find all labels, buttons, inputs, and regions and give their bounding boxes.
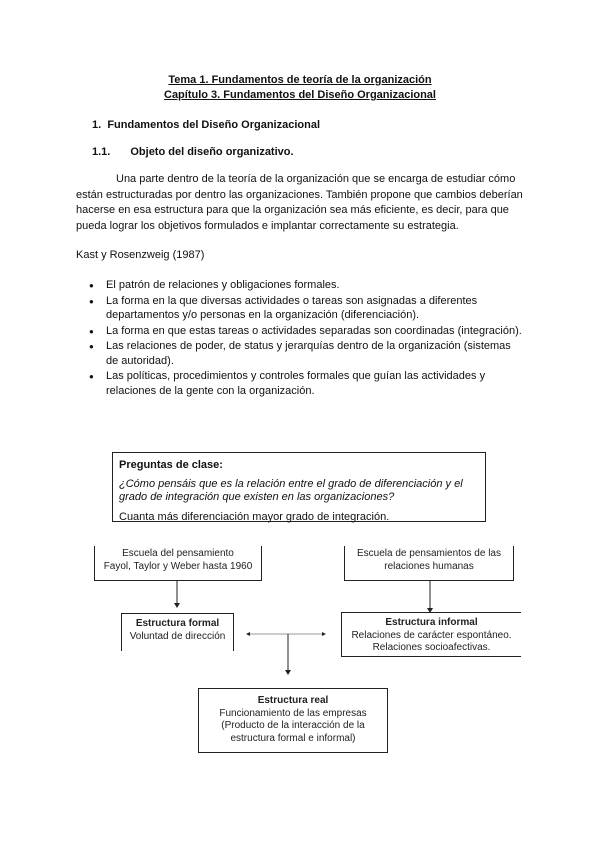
- arrow-head: [285, 670, 291, 675]
- box-subtitle: Funcionamiento de las empresas: [219, 707, 367, 719]
- list-item: ● Las relaciones de poder, de status y jerarquías dentro de la organización (sistemas de autoridad).: [76, 339, 526, 368]
- formal-structure-box: [121, 613, 234, 651]
- box-line: (Producto de la interacción de la: [221, 720, 365, 731]
- question: ¿Cómo pensáis que es la relación entre el grado de diferenciación y el grado de integración que existen en las organizaciones?: [119, 477, 463, 503]
- arrow-head: [174, 603, 180, 608]
- box-title: Estructura real: [257, 695, 329, 706]
- box-title: Estructura informal: [385, 617, 478, 628]
- list-item: ● El patrón de relaciones y obligaciones formales.: [76, 278, 526, 293]
- list-item: ● La forma en que estas tareas o actividades separadas son coordinadas (integración).: [76, 324, 526, 339]
- informal-structure-box: [341, 612, 521, 657]
- box-line: Relaciones socioafectivas.: [372, 642, 491, 653]
- box-line: estructura formal e informal): [230, 732, 356, 744]
- heading-number: 1.1.: [92, 146, 111, 158]
- heading-number: 1.: [92, 119, 102, 131]
- chapter-title: Capítulo 3. Fundamentos del Diseño Organizacional: [164, 89, 436, 101]
- intro-paragraph: Una parte dentro de la teoría de la organización que se encarga de estudiar cómo están estructuradas por dentro las organizaciones. También propone que cambios deberían hacerse en esa estructura para que la organización sea más eficiente, es decir, para que pueda lograr los objetivos formulados e implantar correctamente su estrategia.: [76, 173, 523, 232]
- box-line: Escuela de pensamientos de las: [357, 548, 501, 559]
- box-title: Estructura formal: [135, 618, 220, 629]
- citation: Kast y Rosenzweig (1987): [76, 249, 205, 261]
- list-item: ● La forma en la que diversas actividades o tareas son asignadas a diferentes departamentos y/o personas en la organización (diferenciación).: [76, 294, 526, 323]
- arrow-head: [322, 632, 326, 636]
- doc-title: Tema 1. Fundamentos de teoría de la organización: [168, 74, 432, 86]
- box-line: Fayol, Taylor y Weber hasta 1960: [103, 560, 253, 572]
- box-line: Escuela del pensamiento: [122, 548, 234, 559]
- list-item: ● Las políticas, procedimientos y controles formales que guían las actividades y relaciones de la gente con la organización.: [76, 369, 526, 398]
- box-line: Voluntad de dirección: [129, 630, 226, 642]
- arrow-head: [246, 632, 250, 636]
- answer: Cuanta más diferenciación mayor grado de integración.: [119, 510, 390, 523]
- heading-text: Fundamentos del Diseño Organizacional: [107, 119, 321, 131]
- box-line: relaciones humanas: [384, 560, 474, 572]
- box-title: Preguntas de clase:: [119, 459, 223, 471]
- classic-school-box: [94, 546, 262, 581]
- box-line: Relaciones de carácter espontáneo.: [351, 629, 512, 641]
- real-structure-box: [198, 688, 388, 753]
- heading-text: Objeto del diseño organizativo.: [130, 146, 294, 158]
- human-relations-school-box: [344, 546, 514, 581]
